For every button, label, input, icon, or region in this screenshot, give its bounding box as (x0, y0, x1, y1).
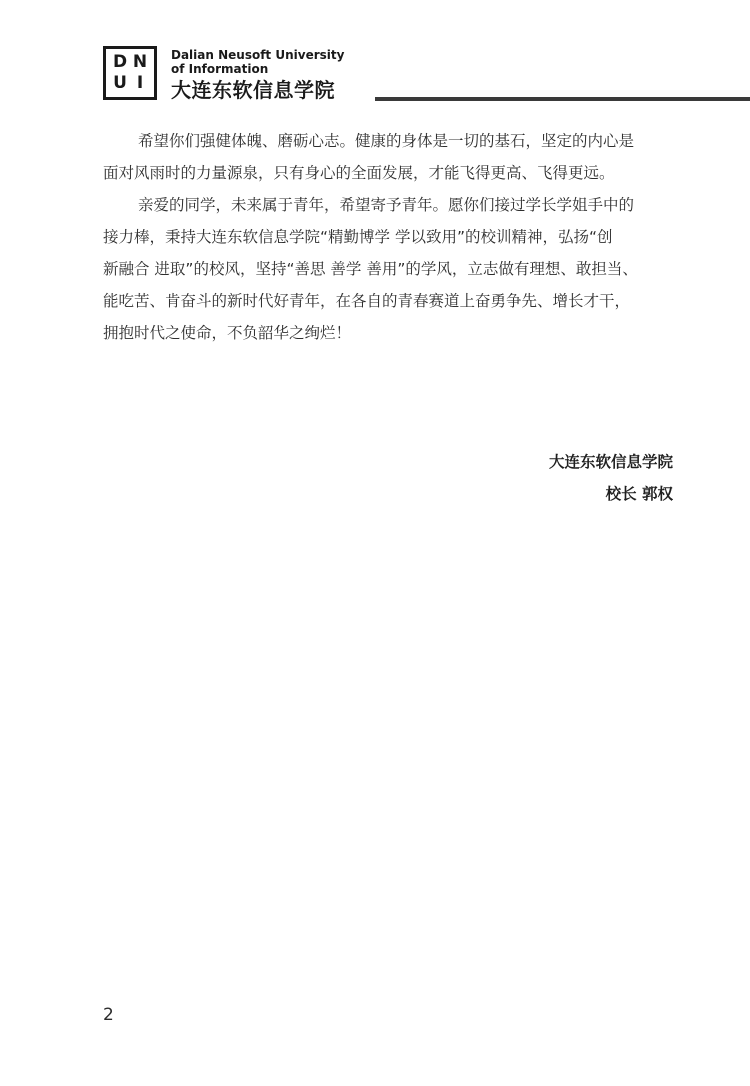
chinese-university-name: 大连东软信息学院 (171, 78, 335, 102)
paragraph-1 (103, 125, 688, 189)
paragraph-line: 希望你们强健体魄、磨砺心志。健康的身体是一切的基石，坚定的内心是 (138, 132, 635, 150)
signature-institution: 大连东软信息学院 (548, 453, 673, 471)
page-header (103, 46, 750, 106)
logo-letter-i: I (136, 73, 144, 93)
paragraph-line: 新融合 进取”的校风，坚持“善思 善学 善用”的学风，立志做有理想、敢担当、 (103, 260, 638, 278)
header-divider (375, 97, 750, 101)
paragraph-line: 面对风雨时的力量源泉，只有身心的全面发展，才能飞得更高、飞得更远。 (103, 164, 615, 182)
logo-letter-n: N (132, 52, 148, 72)
paragraph-line: 拥抱时代之使命，不负韶华之绚烂！ (103, 324, 352, 342)
english-university-name (171, 48, 344, 76)
english-name-line-1: Dalian Neusoft University (171, 48, 345, 62)
letter-signature (549, 446, 673, 510)
english-name-line-2: of Information (171, 62, 269, 76)
logo-letter-d: D (112, 52, 128, 72)
university-logo (103, 46, 157, 100)
letter-body (103, 125, 688, 349)
signature-president: 校长 郭权 (605, 485, 673, 503)
paragraph-line: 亲爱的同学，未来属于青年，希望寄予青年。愿你们接过学长学姐手中的 (138, 196, 635, 214)
logo-letter-u: U (113, 73, 127, 93)
paragraph-line: 能吃苦、肯奋斗的新时代好青年，在各自的青春赛道上奋勇争先、增长才干， (103, 292, 631, 310)
paragraph-2 (103, 189, 688, 349)
page-number: 2 (103, 1005, 114, 1025)
paragraph-line: 接力棒，秉持大连东软信息学院“精勤博学 学以致用”的校训精神，弘扬“创 (103, 228, 613, 246)
